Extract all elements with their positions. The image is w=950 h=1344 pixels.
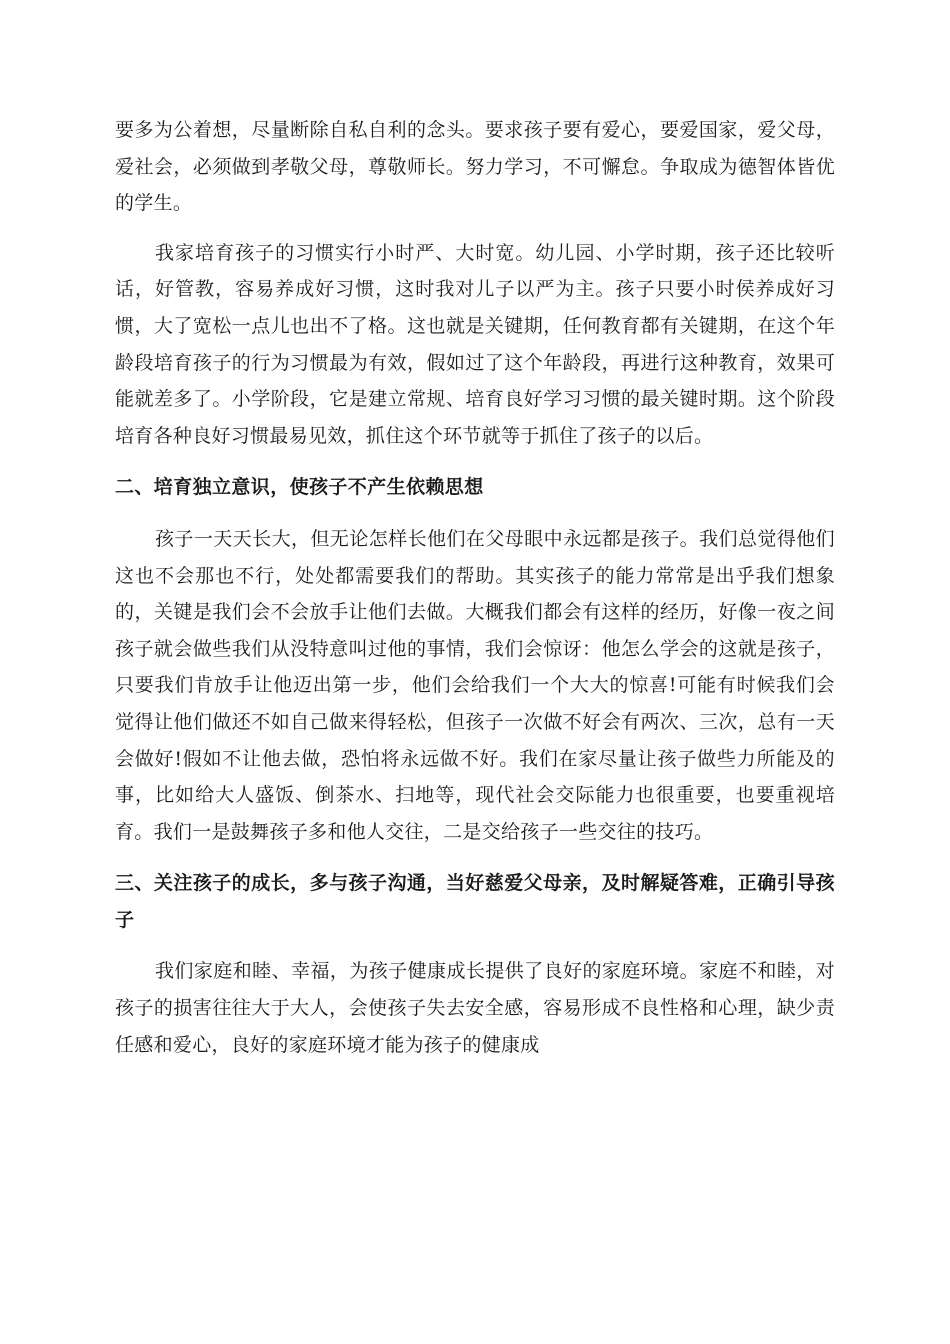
body-paragraph: 我家培育孩子的习惯实行小时严、大时宽。幼儿园、小学时期，孩子还比较听话，好管教，容易养成好习惯，这时我对儿子以严为主。孩子只要小时侯养成好习惯，大了宽松一点儿也出不了格。这也就是关键期，任何教育都有关键期，在这个年龄段培育孩子的行为习惯最为有效，假如过了这个年龄段，再进行这种教育，效果可能就差多了。小学阶段，它是建立常规、培育良好学习习惯的最关键时期。这个阶段培育各种良好习惯最易见效，抓住这个环节就等于抓住了孩子的以后。: [115, 241, 835, 447]
paragraph-spacer: [115, 454, 835, 469]
paragraph-spacer: [115, 222, 835, 235]
body-paragraph: 要多为公着想，尽量断除自私自利的念头。要求孩子要有爱心，要爱国家，爱父母，爱社会，必须做到孝敬父母，尊敬师长。努力学习，不可懈怠。争取成为德智体皆优的学生。: [115, 119, 835, 215]
document-page: [115, 112, 835, 1063]
section-heading: 二、培育独立意识，使孩子不产生依赖思想: [115, 476, 484, 499]
paragraph-spacer: [115, 850, 835, 865]
section-heading: 三、关注孩子的成长，多与孩子沟通，当好慈爱父母亲，及时解疑答难，正确引导孩子: [115, 872, 835, 931]
paragraph-spacer: [115, 506, 835, 521]
body-paragraph: 孩子一天天长大，但无论怎样长他们在父母眼中永远都是孩子。我们总觉得他们这也不会那也不行，处处都需要我们的帮助。其实孩子的能力常常是出乎我们想象的，关键是我们会不会放手让他们去做。大概我们都会有这样的经历，好像一夜之间孩子就会做些我们从没特意叫过他的事情，我们会惊讶：他怎么学会的这就是孩子，只要我们肯放手让他迈出第一步，他们会给我们一个大大的惊喜!可能有时候我们会觉得让他们做还不如自己做来得轻松，但孩子一次做不好会有两次、三次，总有一天会做好!假如不让他去做，恐怕将永远做不好。我们在家尽量让孩子做些力所能及的事，比如给大人盛饭、倒茶水、扫地等，现代社会交际能力也很重要，也要重视培育。我们一是鼓舞孩子多和他人交往，二是交给孩子一些交往的技巧。: [115, 527, 835, 843]
body-paragraph: 我们家庭和睦、幸福，为孩子健康成长提供了良好的家庭环境。家庭不和睦，对孩子的损害往往大于大人，会使孩子失去安全感，容易形成不良性格和心理，缺少责任感和爱心，良好的家庭环境才能为孩子的健康成: [115, 960, 835, 1056]
paragraph-spacer: [115, 938, 835, 953]
